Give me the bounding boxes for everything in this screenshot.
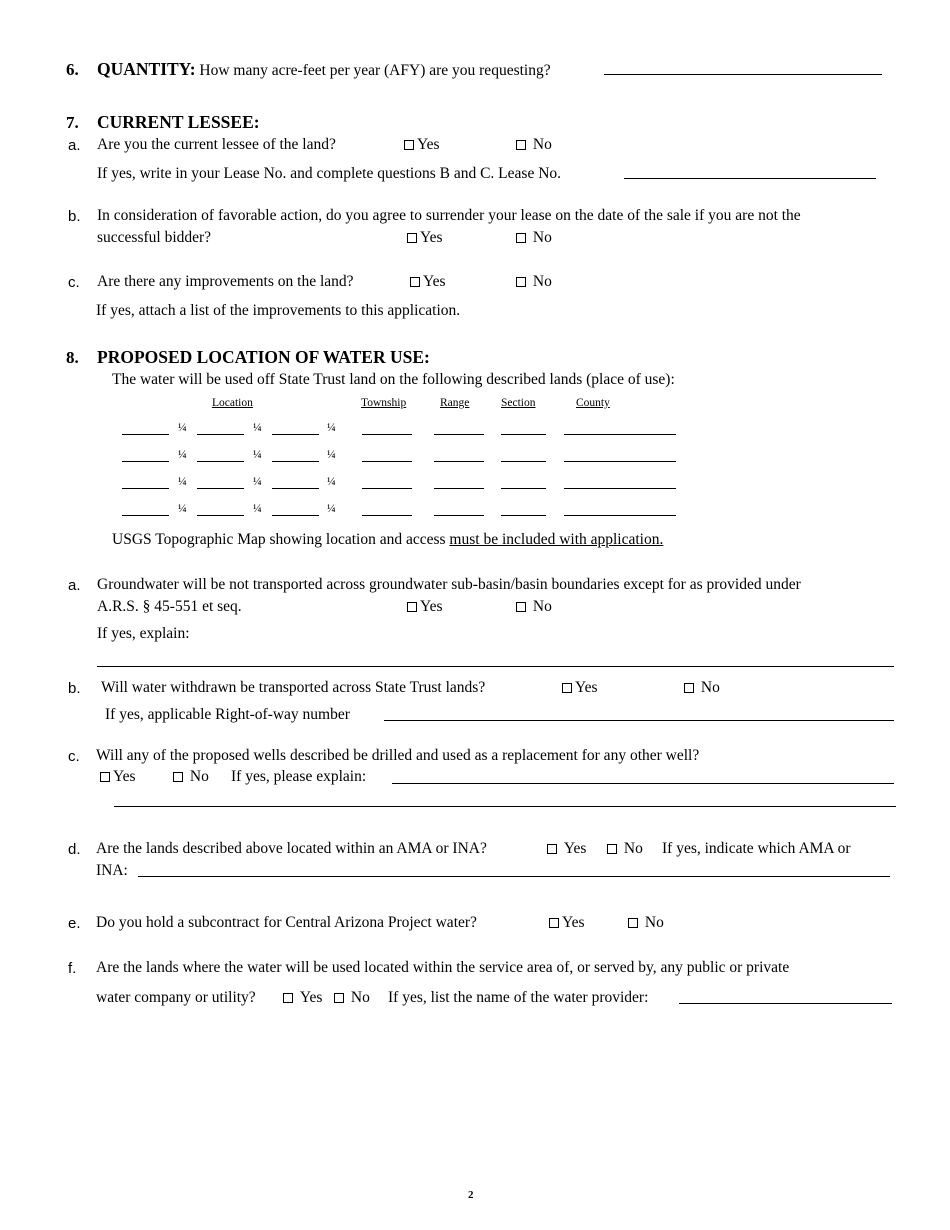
quarter-symbol: ¼	[327, 449, 336, 461]
location-blank-1[interactable]	[122, 488, 169, 489]
q7c-followup: If yes, attach a list of the improvements to this application.	[96, 302, 461, 319]
q7c-yes-checkbox[interactable]	[410, 277, 420, 287]
q8e-yes-label: Yes	[562, 914, 585, 931]
county-field[interactable]	[564, 434, 676, 435]
q8a-explain-field[interactable]	[97, 666, 894, 667]
location-blank-2[interactable]	[197, 515, 244, 516]
q8b-yes-checkbox[interactable]	[562, 683, 572, 693]
q7c-no-option[interactable]	[516, 273, 552, 292]
q8c-yes-option[interactable]	[100, 768, 136, 787]
county-field[interactable]	[564, 461, 676, 462]
map-note-text: USGS Topographic Map showing location and access	[112, 531, 446, 548]
location-blank-2[interactable]	[197, 434, 244, 435]
q8a-yes-checkbox[interactable]	[407, 602, 417, 612]
q8b-letter: b.	[68, 680, 81, 697]
q8f-letter: f.	[68, 960, 77, 977]
range-field[interactable]	[434, 515, 484, 516]
q7b-yes-option[interactable]	[407, 229, 443, 248]
q6-quantity-field[interactable]	[604, 74, 882, 75]
q8c-no-option[interactable]	[173, 768, 209, 787]
q8b-yes-option[interactable]	[562, 679, 598, 698]
q8c-yes-label: Yes	[113, 768, 136, 785]
township-field[interactable]	[362, 488, 412, 489]
header-section: Section	[501, 397, 536, 409]
q8f-line2: water company or utility?	[96, 989, 256, 1006]
q8f-followup: If yes, list the name of the water provider:	[388, 989, 649, 1006]
county-field[interactable]	[564, 515, 676, 516]
quarter-symbol: ¼	[178, 503, 187, 515]
q8d-line2: INA:	[96, 862, 128, 879]
q6-text: How many acre-feet per year (AFY) are you requesting?	[199, 62, 551, 79]
q7b-no-option[interactable]	[516, 229, 552, 248]
q7a-followup: If yes, write in your Lease No. and complete questions B and C. Lease No.	[97, 165, 562, 182]
quarter-symbol: ¼	[253, 449, 262, 461]
water-provider-field[interactable]	[679, 1003, 892, 1004]
quarter-symbol: ¼	[253, 476, 262, 488]
page-number: 2	[468, 1189, 474, 1201]
q8a-letter: a.	[68, 577, 81, 594]
township-field[interactable]	[362, 461, 412, 462]
q8c-explain-field-2[interactable]	[114, 806, 896, 807]
section-field[interactable]	[501, 515, 546, 516]
q7-heading: CURRENT LESSEE:	[97, 112, 260, 132]
q7a-no-label: No	[532, 136, 552, 153]
q8d-question: Are the lands described above located within an AMA or INA?	[96, 840, 487, 857]
right-of-way-number-field[interactable]	[384, 720, 894, 721]
quarter-symbol: ¼	[327, 422, 336, 434]
q7c-yes-option[interactable]	[410, 273, 446, 292]
q8a-no-checkbox[interactable]	[516, 602, 526, 612]
q7a-question: Are you the current lessee of the land?	[97, 136, 336, 153]
q8b-question: Will water withdrawn be transported across State Trust lands?	[101, 679, 486, 696]
location-blank-3[interactable]	[272, 434, 319, 435]
q8f-yes-label: Yes	[299, 989, 323, 1006]
q8a-no-option[interactable]	[516, 598, 552, 617]
q8f-no-checkbox[interactable]	[334, 993, 344, 1003]
county-field[interactable]	[564, 488, 676, 489]
location-blank-1[interactable]	[122, 461, 169, 462]
q7c-letter: c.	[68, 274, 80, 291]
q7a-no-option[interactable]	[516, 136, 552, 155]
q8e-no-label: No	[644, 914, 664, 931]
q8a-yes-label: Yes	[420, 598, 443, 615]
header-township: Township	[361, 397, 407, 409]
ama-ina-field[interactable]	[138, 876, 890, 877]
header-location: Location	[212, 397, 253, 409]
quarter-symbol: ¼	[327, 503, 336, 515]
q7c-no-label: No	[532, 273, 552, 290]
location-blank-1[interactable]	[122, 515, 169, 516]
q8d-letter: d.	[68, 841, 81, 858]
q8-intro: The water will be used off State Trust land on the following described lands (place of use):	[112, 371, 675, 388]
quarter-symbol: ¼	[327, 476, 336, 488]
q8d-no-option[interactable]	[607, 840, 643, 859]
q7a-no-checkbox[interactable]	[516, 140, 526, 150]
quarter-symbol: ¼	[178, 422, 187, 434]
location-blank-2[interactable]	[197, 461, 244, 462]
q7b-no-checkbox[interactable]	[516, 233, 526, 243]
township-field[interactable]	[362, 515, 412, 516]
location-blank-3[interactable]	[272, 515, 319, 516]
location-blank-2[interactable]	[197, 488, 244, 489]
q8f-no-option[interactable]	[334, 989, 370, 1008]
section-field[interactable]	[501, 434, 546, 435]
q8c-followup: If yes, please explain:	[231, 768, 367, 785]
header-county: County	[576, 397, 610, 409]
header-range: Range	[440, 397, 470, 409]
q7a-yes-option[interactable]	[404, 136, 440, 155]
q7c-no-checkbox[interactable]	[516, 277, 526, 287]
q8f-yes-option[interactable]	[283, 989, 322, 1008]
lease-number-field[interactable]	[624, 178, 876, 179]
q8e-question: Do you hold a subcontract for Central Arizona Project water?	[96, 914, 477, 931]
q7c-question: Are there any improvements on the land?	[97, 273, 354, 290]
q7b-yes-checkbox[interactable]	[407, 233, 417, 243]
q8a-line2: A.R.S. § 45-551 et seq.	[97, 598, 242, 615]
quarter-symbol: ¼	[253, 503, 262, 515]
q8d-followup: If yes, indicate which AMA or	[662, 840, 851, 857]
q8a-no-label: No	[532, 598, 552, 615]
quarter-symbol: ¼	[178, 476, 187, 488]
location-blank-1[interactable]	[122, 434, 169, 435]
q7-number: 7.	[66, 113, 79, 132]
q8c-letter: c.	[68, 748, 80, 765]
q8e-yes-checkbox[interactable]	[549, 918, 559, 928]
map-note	[112, 531, 663, 550]
q8d-no-label: No	[623, 840, 643, 857]
range-field[interactable]	[434, 434, 484, 435]
q8b-no-label: No	[700, 679, 720, 696]
q7b-line2: successful bidder?	[97, 229, 212, 246]
range-field[interactable]	[434, 461, 484, 462]
section-field[interactable]	[501, 461, 546, 462]
location-blank-3[interactable]	[272, 488, 319, 489]
q7b-letter: b.	[68, 208, 81, 225]
q8f-no-label: No	[350, 989, 370, 1006]
range-field[interactable]	[434, 488, 484, 489]
q8c-line1: Will any of the proposed wells described be drilled and used as a replacement for any other well?	[96, 747, 700, 764]
q8d-yes-option[interactable]	[547, 840, 586, 859]
quarter-symbol: ¼	[178, 449, 187, 461]
q8b-no-option[interactable]	[684, 679, 720, 698]
q7b-no-label: No	[532, 229, 552, 246]
q8f-line1: Are the lands where the water will be used located within the service area of, or served by, any public or private	[96, 959, 790, 976]
quarter-symbol: ¼	[253, 422, 262, 434]
q8b-followup: If yes, applicable Right-of-way number	[105, 706, 350, 723]
q7a-letter: a.	[68, 137, 81, 154]
q8d-yes-checkbox[interactable]	[547, 844, 557, 854]
q7a-yes-checkbox[interactable]	[404, 140, 414, 150]
q8-number: 8.	[66, 348, 79, 367]
q7c-yes-label: Yes	[423, 273, 446, 290]
q8e-yes-option[interactable]	[549, 914, 585, 933]
q8a-line1: Groundwater will be not transported across groundwater sub-basin/basin boundaries except for as provided under	[97, 576, 801, 593]
q8b-no-checkbox[interactable]	[684, 683, 694, 693]
q6-label: QUANTITY:	[97, 59, 196, 79]
map-note-requirement: must be included with application.	[449, 531, 664, 548]
q8a-followup: If yes, explain:	[97, 625, 190, 642]
q7a-yes-label: Yes	[417, 136, 440, 153]
q8d-no-checkbox[interactable]	[607, 844, 617, 854]
q8a-yes-option[interactable]	[407, 598, 443, 617]
q8e-letter: e.	[68, 915, 81, 932]
q8c-yes-checkbox[interactable]	[100, 772, 110, 782]
q8c-explain-field[interactable]	[392, 783, 894, 784]
q8c-no-checkbox[interactable]	[173, 772, 183, 782]
q8b-yes-label: Yes	[575, 679, 598, 696]
q8c-no-label: No	[189, 768, 209, 785]
q8d-yes-label: Yes	[563, 840, 587, 857]
location-blank-3[interactable]	[272, 461, 319, 462]
q6-question	[97, 59, 551, 81]
section-field[interactable]	[501, 488, 546, 489]
q7b-line1: In consideration of favorable action, do you agree to surrender your lease on the date of the sale if you are not the	[97, 207, 801, 224]
q8-heading: PROPOSED LOCATION OF WATER USE:	[97, 347, 430, 367]
township-field[interactable]	[362, 434, 412, 435]
q8e-no-checkbox[interactable]	[628, 918, 638, 928]
q7b-yes-label: Yes	[420, 229, 443, 246]
q6-number: 6.	[66, 60, 79, 79]
q8e-no-option[interactable]	[628, 914, 664, 933]
q8f-yes-checkbox[interactable]	[283, 993, 293, 1003]
